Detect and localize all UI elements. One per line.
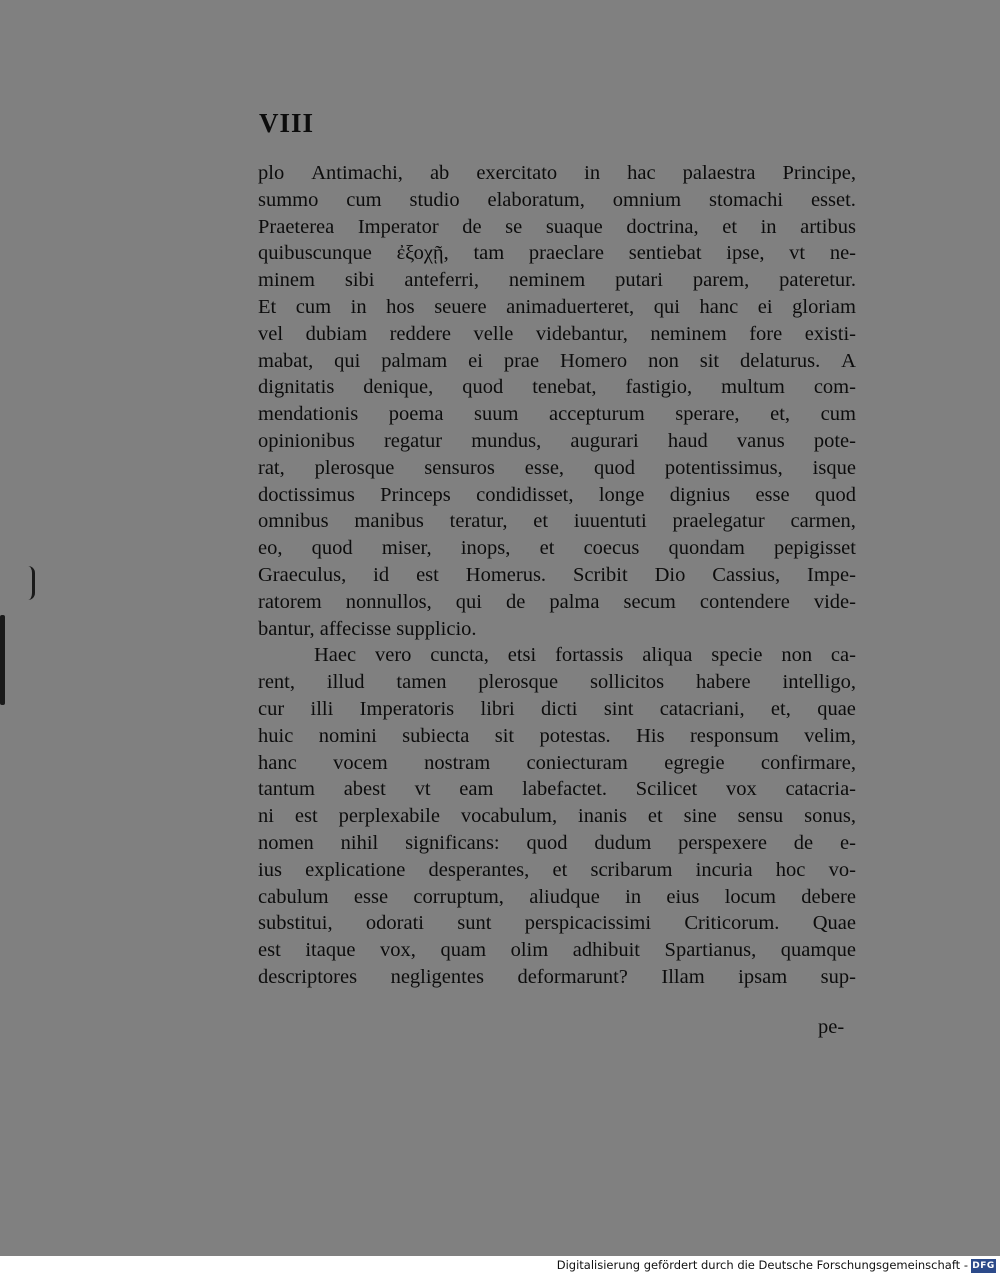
word: pote- [813, 429, 856, 452]
word: sonus, [804, 805, 856, 828]
word: et [647, 805, 663, 828]
text-line [258, 455, 856, 482]
word: multum [721, 376, 785, 399]
word: substitui, [258, 912, 333, 935]
word: mendationis [258, 403, 359, 426]
word: fore [749, 322, 783, 345]
word: deformarunt? [517, 965, 628, 988]
word: desperantes, [428, 858, 530, 881]
word: Cassius, [712, 563, 781, 586]
word: itaque [305, 939, 356, 962]
word: in [625, 885, 642, 908]
word: Spartianus, [664, 939, 757, 962]
word: catacria- [785, 778, 856, 801]
word: qui [334, 349, 361, 372]
word: vt [414, 778, 431, 801]
word: et, [770, 403, 791, 426]
word: plo [258, 162, 285, 184]
word: delaturus. [739, 349, 821, 372]
digitization-footer [0, 1256, 1000, 1277]
word: hos [386, 295, 415, 318]
word: quod [593, 456, 635, 479]
word: denique, [363, 376, 434, 399]
word: egregie [664, 751, 725, 774]
word: longe [598, 483, 645, 506]
word: prae [503, 349, 540, 372]
word: vocabulum, [460, 805, 558, 828]
word: stomachi [709, 188, 784, 211]
word: iuuentuti [573, 510, 647, 533]
body-text [258, 160, 856, 991]
word: quibuscunque [258, 242, 372, 265]
word: quod [526, 831, 568, 854]
word: et, [770, 697, 791, 720]
word: omnibus [258, 510, 329, 533]
text-line-content: bantur, affecisse supplicio. [258, 617, 477, 640]
word: et [539, 537, 555, 560]
word: sine [683, 805, 717, 828]
word: tantum [258, 778, 315, 801]
word: Principe, [782, 162, 856, 184]
word: quod [814, 483, 856, 506]
word: summo [258, 188, 319, 211]
page-edge-mark [0, 615, 5, 705]
word: accepturum [549, 403, 645, 426]
word: A [841, 349, 856, 372]
word: negligentes [390, 965, 484, 988]
word: quod [462, 376, 504, 399]
word: ab [429, 162, 450, 184]
word: in [350, 295, 367, 318]
word: de [793, 831, 814, 854]
word: sensu [737, 805, 784, 828]
word: fortassis [555, 644, 624, 667]
word: de [462, 215, 482, 238]
word: secum [623, 590, 676, 613]
word: vero [374, 644, 412, 667]
word: vox, [380, 939, 416, 962]
text-line [258, 535, 856, 562]
word: habere [695, 671, 751, 694]
word: labefactet. [522, 778, 607, 801]
text-line [258, 562, 856, 589]
text-line [258, 937, 856, 964]
word: cabulum [258, 885, 329, 908]
text-line [258, 750, 856, 777]
word: elaboratum, [487, 188, 585, 211]
word: sit [494, 724, 515, 747]
word: miser, [381, 537, 432, 560]
word: existi- [804, 322, 856, 345]
word: tam [473, 242, 505, 265]
word: locum [724, 885, 776, 908]
word: catacriani, [659, 697, 745, 720]
word: esse [353, 885, 389, 908]
word: exercitato [476, 162, 558, 184]
word: dignius [669, 483, 731, 506]
word: olim [510, 939, 549, 962]
word: Scribit [573, 563, 628, 586]
word: suum [474, 403, 519, 426]
word: ius [258, 858, 282, 881]
word: anteferri, [404, 269, 479, 292]
word: cuncta, [430, 644, 489, 667]
word: Antimachi, [311, 162, 403, 184]
word: hoc [775, 858, 806, 881]
word: teratur, [449, 510, 508, 533]
word: dudum [594, 831, 652, 854]
text-line [258, 428, 856, 455]
word: gloriam [792, 295, 856, 318]
word: in [760, 215, 777, 238]
word: aliudque [529, 885, 600, 908]
word: aliqua [642, 644, 693, 667]
word: poema [388, 403, 444, 426]
word: et [533, 510, 549, 533]
word: ratorem [258, 590, 322, 613]
word: ipsam [738, 965, 788, 988]
word: intelligo, [782, 671, 856, 694]
word: quondam [668, 537, 745, 560]
text-line [258, 723, 856, 750]
word: Homerus. [465, 563, 547, 586]
word: nihil [340, 831, 379, 854]
word: sit [699, 349, 720, 372]
word: artibus [800, 215, 856, 238]
word: praelegatur [672, 510, 765, 533]
word: nostram [424, 751, 491, 774]
word: e- [840, 831, 856, 854]
word: dicti [541, 697, 578, 720]
word: cum [295, 295, 332, 318]
word: vanus [736, 429, 785, 452]
word: coniecturam [526, 751, 628, 774]
word: sup- [820, 965, 856, 988]
word: coecus [583, 537, 640, 560]
word: sollicitos [590, 671, 665, 694]
word: doctissimus [258, 483, 355, 506]
word: contendere [699, 590, 790, 613]
word: potentissimus, [664, 456, 783, 479]
word: com- [813, 376, 856, 399]
word: et [722, 215, 738, 238]
text-line [258, 240, 856, 267]
word: est [294, 805, 318, 828]
word: opinionibus [258, 429, 355, 452]
word: ei [757, 295, 773, 318]
word: confirmare, [760, 751, 856, 774]
text-line [258, 964, 856, 991]
word: rent, [258, 671, 295, 694]
word: nonnullos, [345, 590, 432, 613]
word: manibus [354, 510, 424, 533]
paragraph-first-line [258, 642, 856, 669]
word: suaque [545, 215, 603, 238]
word: Praeterea [258, 215, 335, 238]
word: plerosque [314, 456, 395, 479]
word: debere [801, 885, 856, 908]
word: quod [311, 537, 353, 560]
word: neminem [650, 322, 727, 345]
word: Homero [560, 349, 628, 372]
page-number: VIII [259, 108, 315, 138]
text-line [258, 294, 856, 321]
word: huic [258, 724, 294, 747]
text-line [258, 589, 856, 616]
word: videbantur, [535, 322, 628, 345]
word: reddere [389, 322, 452, 345]
text-line [258, 321, 856, 348]
word: vide- [813, 590, 856, 613]
text-line [258, 374, 856, 401]
word: animaduerteret, [506, 295, 635, 318]
text-line [258, 776, 856, 803]
word: Quae [812, 912, 856, 935]
word: tenebat, [532, 376, 597, 399]
word: adhibuit [572, 939, 640, 962]
word: specie [711, 644, 763, 667]
paragraph-last-line [258, 616, 856, 643]
word: eo, [258, 537, 283, 560]
word: esset. [810, 188, 856, 211]
word: palma [549, 590, 600, 613]
word: esse, [524, 456, 565, 479]
word: quam [440, 939, 487, 962]
word: descriptores [258, 965, 358, 988]
word: illi [310, 697, 334, 720]
word: illud [326, 671, 365, 694]
word: inanis [578, 805, 627, 828]
word: Haec [314, 644, 357, 667]
word: se [505, 215, 523, 238]
word: quamque [780, 939, 856, 962]
word: non [781, 644, 813, 667]
text-line [258, 884, 856, 911]
word: palaestra [682, 162, 756, 184]
word: neminem [508, 269, 586, 292]
text-line [258, 482, 856, 509]
word: inops, [460, 537, 511, 560]
word: esse [755, 483, 790, 506]
word: odorati [365, 912, 424, 935]
word: praeclare [528, 242, 605, 265]
word: non [648, 349, 679, 372]
word: incuria [695, 858, 753, 881]
word: libri [480, 697, 515, 720]
word: rat, [258, 456, 285, 479]
word: id [373, 563, 390, 586]
text-line [258, 187, 856, 214]
word: sensuros [424, 456, 495, 479]
word: minem [258, 269, 315, 292]
catchword: pe- [818, 1016, 845, 1038]
word: sunt [457, 912, 492, 935]
word: ne- [829, 242, 856, 265]
text-line [258, 830, 856, 857]
text-line [258, 669, 856, 696]
word: eius [666, 885, 700, 908]
word: parem, [692, 269, 750, 292]
word: omnium [612, 188, 682, 211]
word: cur [258, 697, 285, 720]
word: dignitatis [258, 376, 335, 399]
word: studio [409, 188, 460, 211]
word: pepigisset [773, 537, 856, 560]
word: His [636, 724, 665, 747]
word: ca- [830, 644, 856, 667]
dfg-logo-icon: DFG [972, 1261, 995, 1271]
word: Et [258, 295, 277, 318]
word: eam [459, 778, 494, 801]
word: vocem [333, 751, 388, 774]
word: carmen, [790, 510, 856, 533]
text-line [258, 508, 856, 535]
word: hanc [258, 751, 297, 774]
word: ἐξοχῇ, [396, 242, 449, 265]
text-line [258, 267, 856, 294]
word: perplexabile [338, 805, 440, 828]
word: ei [468, 349, 483, 372]
word: vt [789, 242, 806, 265]
word: sperare, [675, 403, 740, 426]
word: doctrina, [626, 215, 699, 238]
word: ipse, [726, 242, 765, 265]
word: palmam [381, 349, 448, 372]
word: plerosque [478, 671, 559, 694]
word: fastigio, [625, 376, 693, 399]
word: haud [667, 429, 708, 452]
word: dubiam [305, 322, 368, 345]
word: nomen [258, 831, 314, 854]
word: isque [812, 456, 856, 479]
text-line [258, 348, 856, 375]
text-line [258, 803, 856, 830]
text-line [258, 910, 856, 937]
word: velle [473, 322, 514, 345]
word: condidisset, [476, 483, 574, 506]
word: Scilicet [635, 778, 698, 801]
word: Impe- [807, 563, 856, 586]
word: Criticorum. [684, 912, 780, 935]
word: hanc [699, 295, 739, 318]
word: nomini [318, 724, 377, 747]
text-line [258, 401, 856, 428]
word: explicatione [305, 858, 406, 881]
word: mundus, [471, 429, 542, 452]
word: Illam [661, 965, 705, 988]
word: hac [627, 162, 656, 184]
word: perspexere [678, 831, 767, 854]
word: perspicacissimi [524, 912, 652, 935]
word: sentiebat [628, 242, 702, 265]
word: vel [258, 322, 284, 345]
word: responsum [689, 724, 779, 747]
word: etsi [507, 644, 537, 667]
word: est [258, 939, 281, 962]
word: seuere [434, 295, 487, 318]
word: corruptum, [413, 885, 504, 908]
text-line [258, 696, 856, 723]
funding-notice: Digitalisierung gefördert durch die Deutsche Forschungsgemeinschaft - [556, 1258, 968, 1272]
word: quae [817, 697, 856, 720]
word: augurari [570, 429, 639, 452]
word: potestas. [539, 724, 611, 747]
word: tamen [396, 671, 447, 694]
word: Dio [654, 563, 686, 586]
word: putari [615, 269, 663, 292]
word: Princeps [380, 483, 451, 506]
page-edge-mark [28, 566, 35, 600]
word: Graeculus, [258, 563, 347, 586]
word: vo- [828, 858, 856, 881]
text-line [258, 857, 856, 884]
word: est [416, 563, 439, 586]
text-line [258, 214, 856, 241]
word: regatur [383, 429, 443, 452]
word: subiecta [402, 724, 470, 747]
word: qui [653, 295, 680, 318]
word: scribarum [590, 858, 673, 881]
word: de [506, 590, 526, 613]
word: vox [725, 778, 757, 801]
word: cum [346, 188, 382, 211]
word: velim, [804, 724, 856, 747]
text-line [258, 160, 856, 187]
word: cum [820, 403, 856, 426]
word: significans: [405, 831, 500, 854]
word: in [584, 162, 601, 184]
word: Imperator [357, 215, 439, 238]
word: sint [603, 697, 634, 720]
word: Imperatoris [359, 697, 455, 720]
word: qui [455, 590, 482, 613]
word: ni [258, 805, 274, 828]
word: et [552, 858, 568, 881]
word: sibi [344, 269, 375, 292]
word: mabat, [258, 349, 314, 372]
word: abest [343, 778, 386, 801]
word: pateretur. [779, 269, 856, 292]
